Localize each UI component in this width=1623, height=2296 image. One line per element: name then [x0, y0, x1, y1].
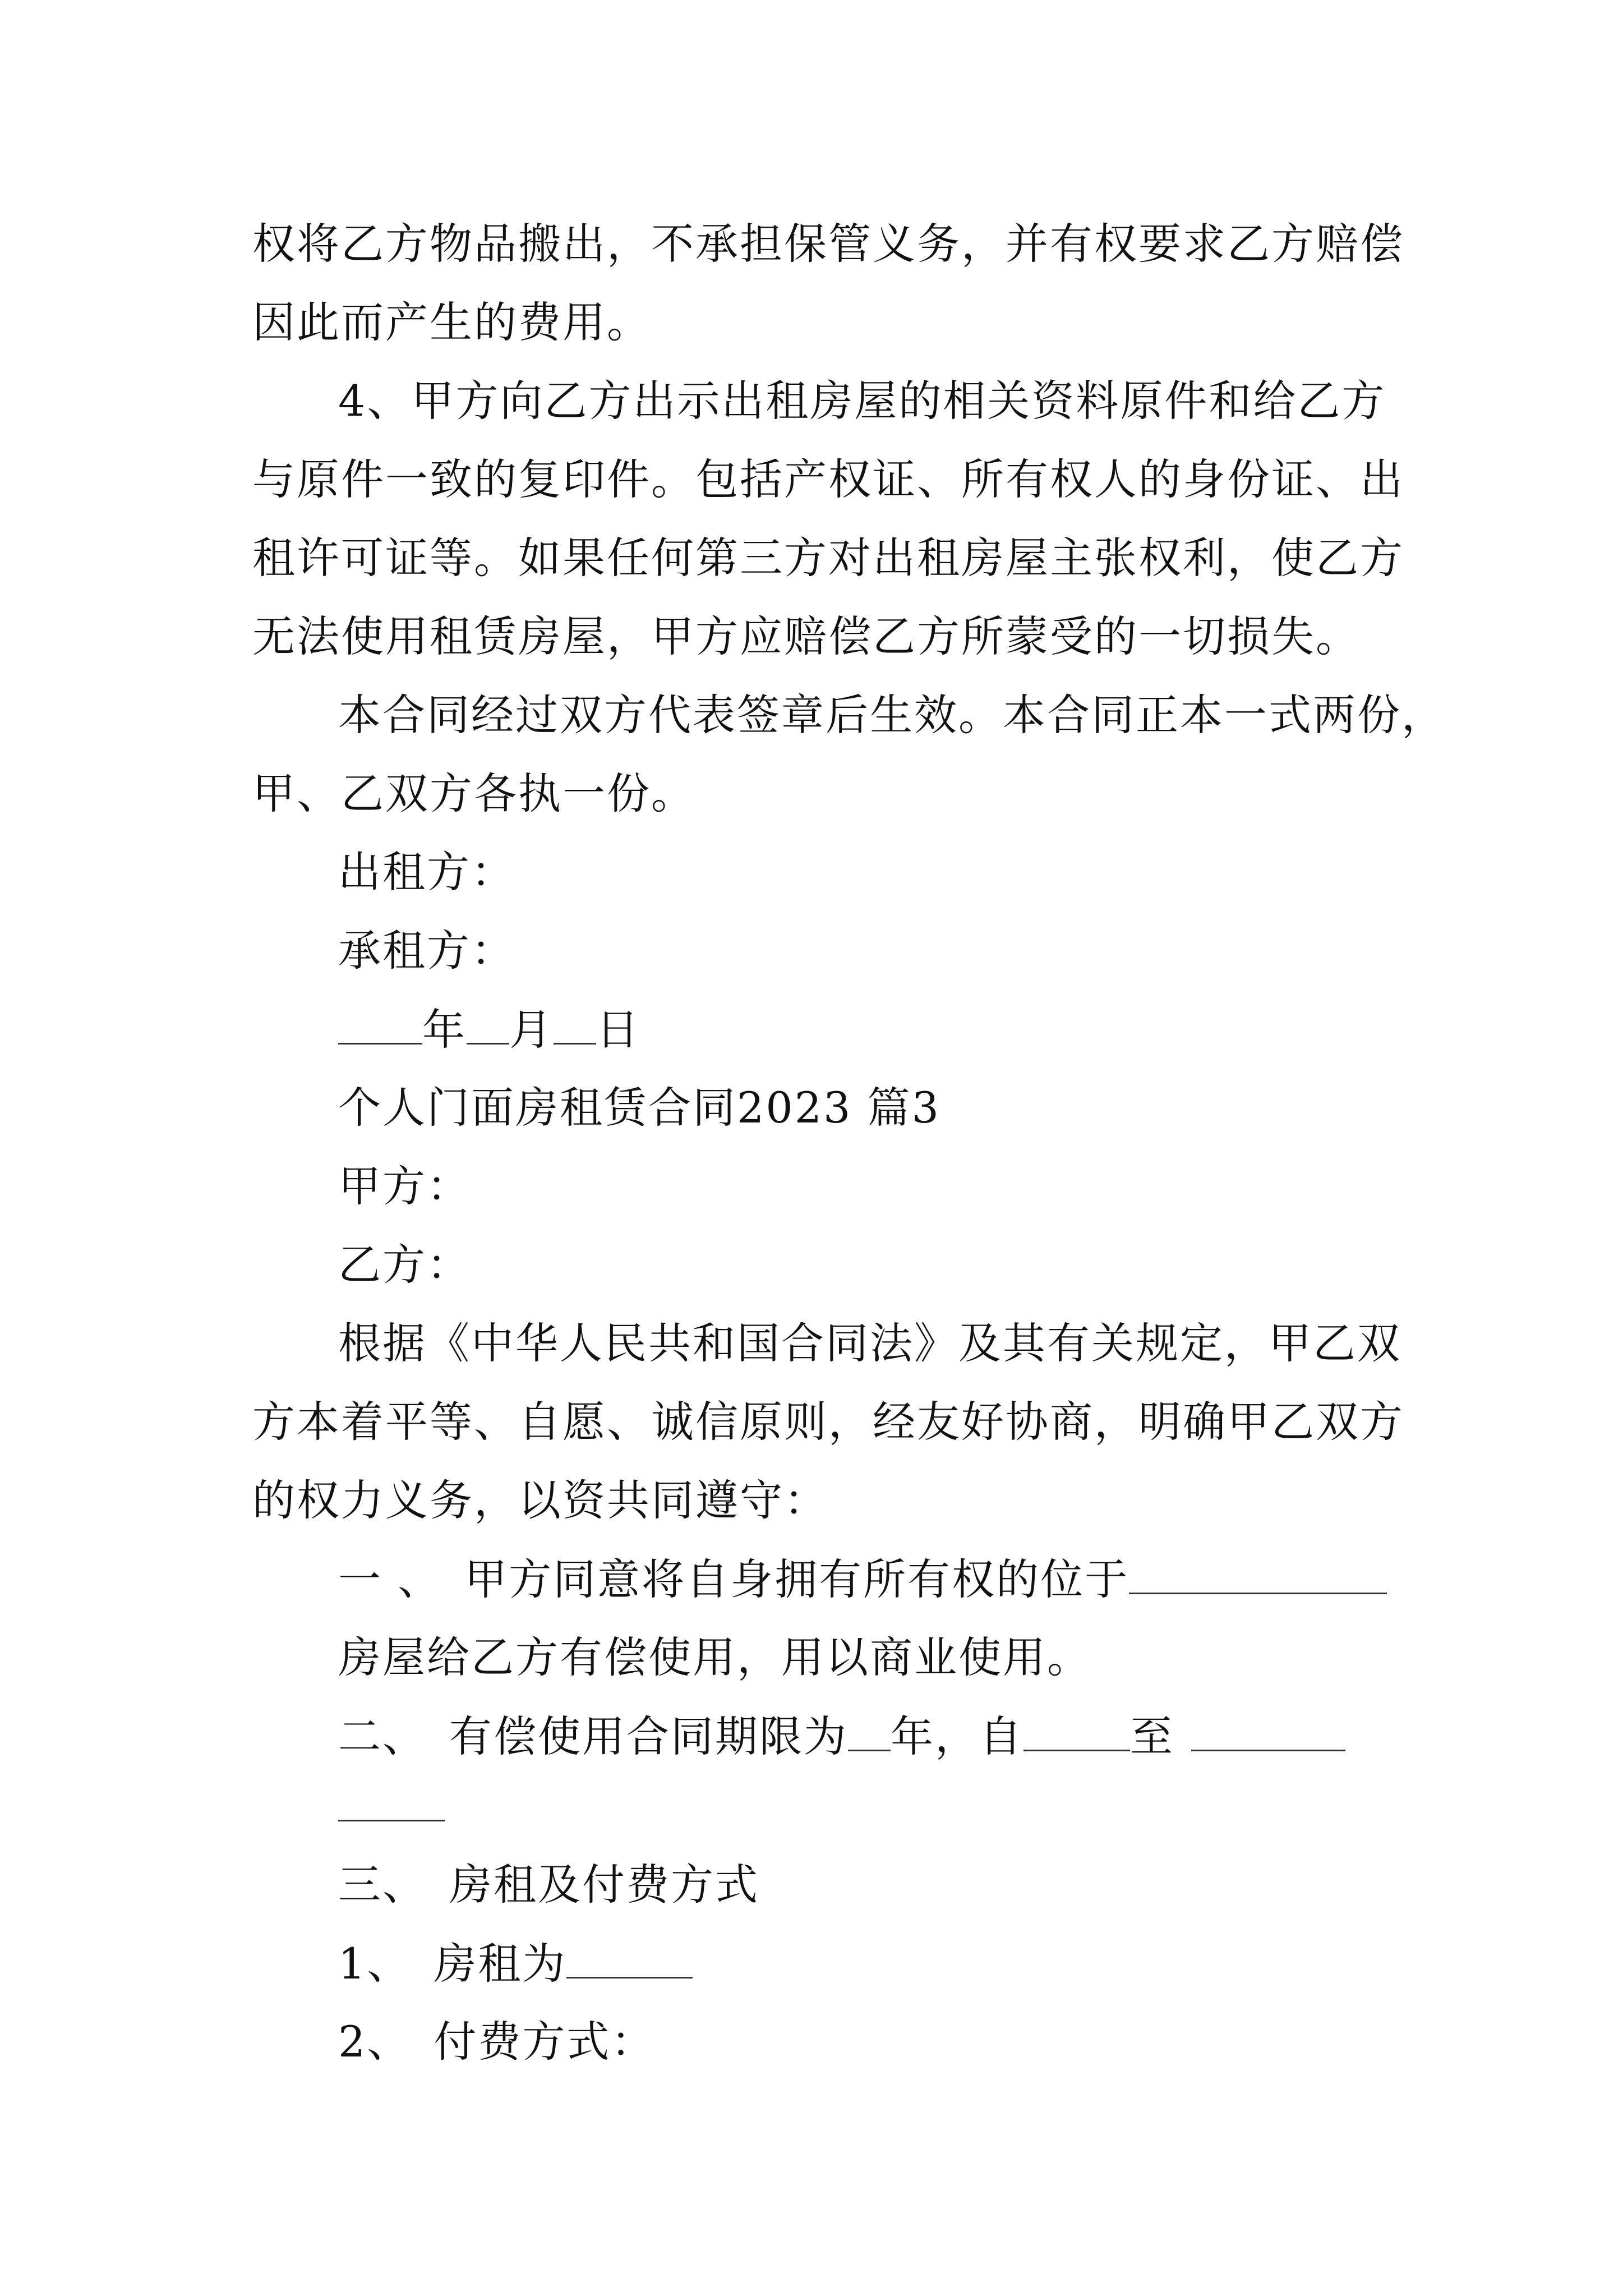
clause-2-text-b: 年，自 — [891, 1711, 1023, 1761]
paragraph-line: 与原件一致的复印件。包括产权证、所有权人的身份证、出 — [252, 454, 1404, 504]
clause-3-text: 房租及付费方式 — [449, 1860, 759, 1910]
paragraph-line: 因此而产生的费用。 — [252, 297, 651, 347]
sub-clause-2 — [338, 2014, 655, 2070]
sub-clause-2-text: 付费方式： — [434, 2017, 656, 2067]
sub-clause-1-text: 房租为 — [434, 1939, 567, 1989]
clause-2-text-c: 至 — [1130, 1711, 1174, 1761]
paragraph-line: 方本着平等、自愿、诚信原则，经友好协商，明确甲乙双方 — [252, 1397, 1404, 1447]
lessor-signature-label: 出租方： — [338, 847, 515, 897]
party-a-label: 甲方： — [338, 1161, 471, 1211]
term-years-blank — [848, 1708, 891, 1751]
month-blank — [467, 1001, 509, 1045]
date-line — [338, 1001, 640, 1057]
section-title: 个人门面房租赁合同2023 篇3 — [338, 1083, 940, 1133]
clause-3-number: 三、 — [338, 1860, 427, 1910]
paragraph-line: 甲、乙双方各执一份。 — [252, 769, 695, 818]
paragraph-line: 的权力义务，以资共同遵守： — [252, 1475, 828, 1525]
day-blank — [554, 1001, 596, 1045]
sub-clause-2-number: 2、 — [338, 2017, 412, 2067]
end-date-blank-2 — [338, 1778, 445, 1821]
paragraph-line: 4、甲方向乙方出示出租房屋的相关资料原件和给乙方 — [338, 376, 1386, 426]
clause-1 — [338, 1551, 1387, 1607]
paragraph-line: 本合同经过双方代表签章后生效。本合同正本一式两份， — [338, 690, 1446, 740]
date-month-label: 月 — [509, 1005, 554, 1055]
party-b-label: 乙方： — [338, 1240, 471, 1290]
clause-3 — [338, 1857, 759, 1913]
rent-amount-blank — [566, 1935, 693, 1978]
clause-2-text: 有偿使用合同期限为 — [449, 1711, 848, 1761]
clause-2 — [338, 1708, 1345, 1764]
lessee-signature-label: 承租方： — [338, 926, 515, 976]
sub-clause-1 — [338, 1935, 693, 1991]
clause-1-continued: 房屋给乙方有偿使用，用以商业使用。 — [338, 1632, 1091, 1682]
end-date-blank-continued — [338, 1778, 445, 1834]
date-day-label: 日 — [596, 1005, 640, 1055]
paragraph-line: 无法使用租赁房屋，甲方应赔偿乙方所蒙受的一切损失。 — [252, 611, 1360, 661]
paragraph-line: 租许可证等。如果任何第三方对出租房屋主张权利，使乙方 — [252, 533, 1404, 583]
start-date-blank — [1023, 1708, 1130, 1751]
clause-2-number: 二、 — [338, 1711, 427, 1761]
year-blank — [338, 1001, 422, 1045]
location-blank — [1129, 1551, 1387, 1594]
clause-1-text: 甲方同意将自身拥有所有权的位于 — [464, 1554, 1129, 1604]
paragraph-line: 权将乙方物品搬出，不承担保管义务，并有权要求乙方赔偿 — [252, 219, 1404, 269]
date-year-label: 年 — [422, 1005, 467, 1055]
paragraph-line: 根据《中华人民共和国合同法》及其有关规定，甲乙双 — [338, 1318, 1401, 1368]
sub-clause-1-number: 1、 — [338, 1939, 412, 1989]
clause-1-number: 一 、 — [338, 1554, 442, 1604]
end-date-blank — [1191, 1708, 1345, 1751]
